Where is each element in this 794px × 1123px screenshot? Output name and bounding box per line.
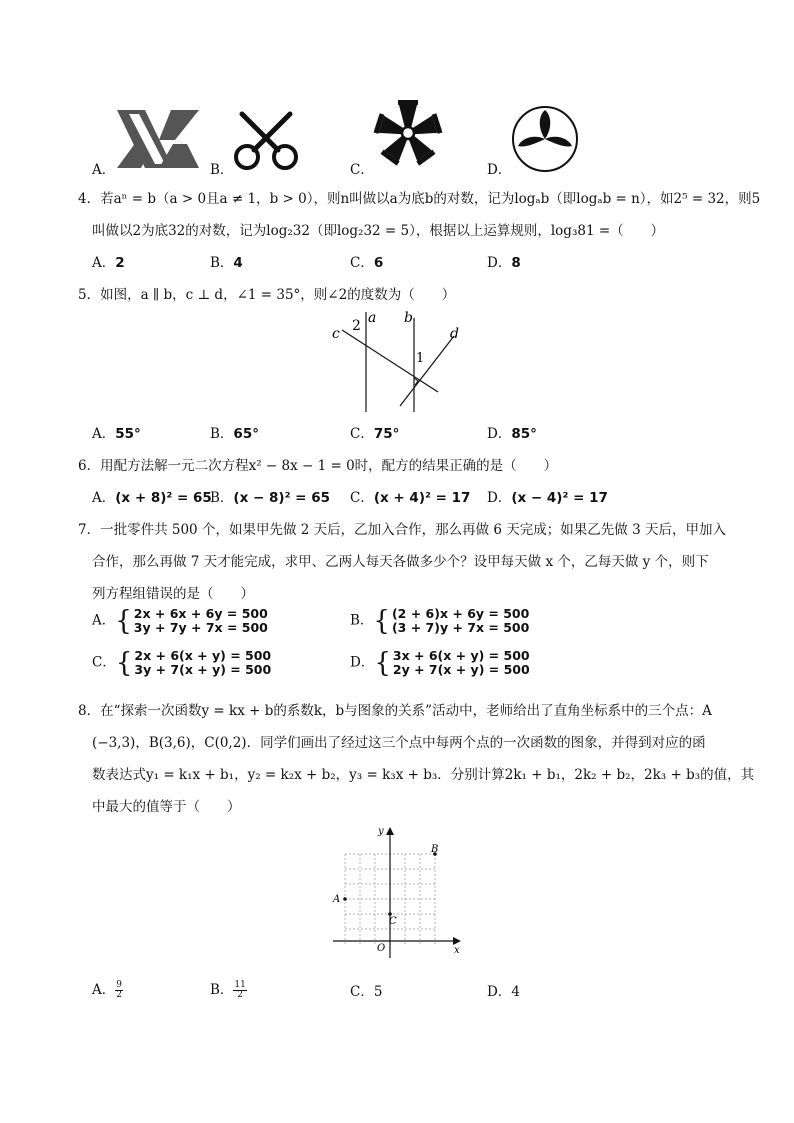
q6-option-a[interactable]: A．(x + 8)² = 65 — [92, 490, 212, 506]
pinwheel-gear-icon[interactable] — [372, 98, 444, 168]
q8-stem-line3: 数表达式y₁ = k₁x + b₁，y₂ = k₂x + b₂，y₃ = k₃x + b₃．分别计算2k₁ + b₁，2k₂ + b₂，2k₃ + b₃的值，其 — [92, 767, 755, 783]
q5-stem: 5．如图，a ∥ b，c ⊥ d，∠1 = 35°，则∠2的度数为（ ） — [78, 287, 456, 303]
q5-option-c[interactable]: C．75° — [350, 426, 400, 442]
scissors-icon[interactable] — [232, 110, 300, 172]
q8-option-c[interactable]: C．5 — [350, 984, 383, 1000]
q5-label-angle-2: 2 — [352, 318, 361, 334]
q4-option-a[interactable]: A．2 — [92, 255, 125, 271]
q8-label-point-b: B — [431, 844, 439, 855]
q5-label-c: c — [332, 326, 340, 342]
q6-option-d[interactable]: D．(x − 4)² = 17 — [487, 490, 608, 506]
q6-stem: 6．用配方法解一元二次方程x² − 8x − 1 = 0时，配方的结果正确的是（ ） — [78, 458, 558, 474]
q3-option-a-label: A． — [92, 162, 116, 178]
q5-option-d[interactable]: D．85° — [487, 426, 537, 442]
q8-label-x-axis: x — [454, 945, 460, 956]
q4-option-b[interactable]: B．4 — [210, 255, 243, 271]
q8-label-point-a: A — [333, 894, 341, 905]
q4-stem-line2: 叫做以2为底32的对数，记为log₂32（即log₂32 = 5），根据以上运算规则，log₃81 =（ ） — [92, 223, 665, 239]
q8-option-a[interactable]: A． $\frac{9}{2}$ — [92, 980, 122, 1000]
q5-label-angle-1: 1 — [416, 351, 425, 366]
q5-option-a[interactable]: A．55° — [92, 426, 141, 442]
q3-option-c-label: C． — [350, 162, 374, 178]
q6-option-b[interactable]: B．(x − 8)² = 65 — [210, 490, 330, 506]
q5-label-a: a — [368, 310, 377, 326]
q8-stem-line4: 中最大的值等于（ ） — [92, 799, 241, 815]
q3-option-b-label: B． — [210, 162, 234, 178]
q5-label-b: b — [404, 310, 413, 326]
zigzag-x-logo-icon[interactable] — [115, 108, 201, 170]
q5-option-b[interactable]: B．65° — [210, 426, 259, 442]
q4-stem-line1: 4．若aⁿ = b（a > 0且a ≠ 1，b > 0），则n叫做以a为底b的对数，记为logₐb（即logₐb = n），如2⁵ = 32，则5 — [78, 191, 761, 207]
q8-stem-line1: 8．在“探索一次函数y = kx + b的系数k，b与图象的关系”活动中，老师给出了直角坐标系中的三个点：A — [78, 703, 712, 719]
q8-option-b[interactable]: B． $\frac{11}{2}$ — [210, 980, 246, 1000]
q5-label-d: d — [450, 326, 459, 342]
q8-label-y-axis: y — [378, 826, 384, 837]
three-petal-circle-icon[interactable] — [510, 104, 580, 174]
q7-stem-line3: 列方程组错误的是（ ） — [92, 586, 254, 602]
q5-parallel-lines-figure — [330, 308, 470, 414]
q3-option-d-label: D． — [487, 162, 512, 178]
q7-option-a[interactable]: A．{ 2x + 6x + 6y = 500 3y + 7y + 7x = 500 — [92, 605, 268, 637]
q8-coordinate-grid-figure — [325, 822, 465, 960]
q7-option-c[interactable]: C．{ 2x + 6(x + y) = 500 3y + 7(x + y) = 500 — [92, 647, 272, 679]
q4-option-c[interactable]: C．6 — [350, 255, 384, 271]
q4-option-d[interactable]: D．8 — [487, 255, 521, 271]
q8-label-origin: O — [377, 943, 386, 954]
q8-stem-line2: (−3,3)，B(3,6)，C(0,2)．同学们画出了经过这三个点中每两个点的一次函数的图象，并得到对应的函 — [92, 735, 706, 751]
q8-label-point-c: C — [389, 916, 397, 927]
q7-option-b[interactable]: B．{ (2 + 6)x + 6y = 500 (3 + 7)y + 7x = 500 — [350, 605, 530, 637]
q8-option-d[interactable]: D．4 — [487, 984, 520, 1000]
q6-option-c[interactable]: C．(x + 4)² = 17 — [350, 490, 471, 506]
q7-stem-line1: 7．一批零件共 500 个，如果甲先做 2 天后，乙加入合作，那么再做 6 天完成；如果乙先做 3 天后，甲加入 — [78, 522, 726, 538]
q7-option-d[interactable]: D．{ 3x + 6(x + y) = 500 2y + 7(x + y) = 500 — [350, 647, 530, 679]
q7-stem-line2: 合作，那么再做 7 天才能完成，求甲、乙两人每天各做多少个？设甲每天做 x 个，乙每天做 y 个，则下 — [92, 554, 709, 570]
